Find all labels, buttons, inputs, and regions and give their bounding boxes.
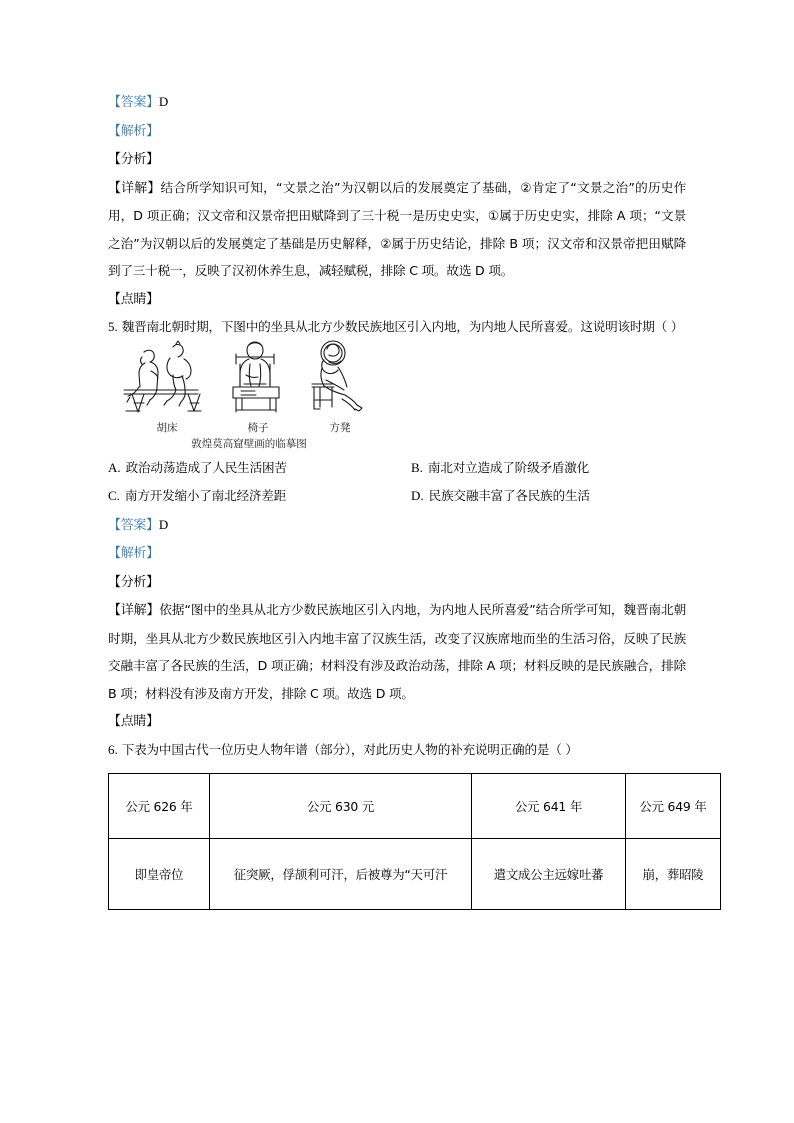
- q4-detail-paragraph: [108, 174, 686, 285]
- table-row: [109, 839, 721, 910]
- table-header-cell-4: 公元 649 年: [626, 774, 721, 839]
- figure-drawings-row: [108, 345, 686, 421]
- detail-text: 依据“图中的坐具从北方少数民族地区引入内地，为内地人民所喜爱”结合所学可知，魏晋南北朝时期，坐具从北方少数民族地区引入内地丰富了汉族生活，改变了汉族席地而坐的生活习俗，反映了民族交融丰富了各民族的生活，D 项正确；材料没有涉及政治动荡，排除 A 项；材料反映的是民族融合，排除 B 项；材料没有涉及南方开发，排除 C 项。故选 D 项。: [108, 602, 686, 701]
- q5-stem: [108, 313, 686, 341]
- option-key-d: D.: [411, 488, 424, 503]
- q6-stem: [108, 736, 686, 764]
- figure-label-hu-bed: 胡床: [156, 421, 178, 434]
- q4-highlight-line: [108, 285, 686, 314]
- analysis-label: 【解析】: [108, 546, 159, 561]
- breakdown-label: 【分析】: [108, 152, 159, 167]
- answer-label: 【答案】: [108, 517, 159, 533]
- figure-label-stool: 方凳: [329, 421, 351, 434]
- figure-label-chair: 椅子: [247, 421, 269, 434]
- option-text-b: 南北对立造成了阶级矛盾激化: [427, 459, 590, 475]
- answer-value: D: [158, 94, 169, 109]
- table-cell-1: 即皇帝位: [109, 839, 210, 910]
- highlight-label: 【点睛】: [108, 291, 159, 307]
- option-text-a: 政治动荡造成了人民生活困苦: [125, 459, 287, 475]
- option-key-c: C.: [108, 488, 120, 503]
- option-text-d: 民族交融丰富了各民族的生活: [428, 488, 590, 503]
- detail-label: 【详解】: [108, 603, 160, 618]
- q5-stem-text: 魏晋南北朝时期，下图中的坐具从北方少数民族地区引入内地，为内地人民所喜爱。这说明该时期（ ）: [121, 319, 684, 334]
- table-header-cell-2: 公元 630 元: [210, 774, 472, 839]
- q5-options-row-1: [108, 454, 686, 483]
- table-cell-3: 遣文成公主远嫁吐蕃: [472, 839, 626, 910]
- breakdown-label: 【分析】: [108, 574, 159, 590]
- q5-detail-paragraph: [108, 596, 686, 707]
- option-text-c: 南方开发缩小了南北经济差距: [124, 488, 287, 503]
- figure-labels-row: [108, 421, 686, 436]
- q5-option-c[interactable]: [108, 482, 397, 511]
- q5-figure: [108, 345, 686, 452]
- table-header-cell-3: 公元 641 年: [472, 774, 626, 839]
- q5-number: 5.: [108, 319, 118, 334]
- q5-answer-line: [108, 511, 686, 540]
- q5-option-d[interactable]: [397, 482, 686, 511]
- q5-analysis-line: [108, 539, 686, 568]
- table-row-header: [109, 774, 721, 839]
- option-key-b: B.: [411, 459, 423, 475]
- q4-analysis-line: [108, 117, 686, 146]
- q5-option-b[interactable]: [397, 454, 686, 483]
- q5-option-a[interactable]: [108, 454, 397, 483]
- option-key-a: A.: [108, 459, 121, 475]
- chair-drawing: [216, 340, 300, 421]
- answer-value: D: [158, 516, 169, 532]
- q5-highlight-line: [108, 707, 686, 736]
- q5-options-row-2: [108, 482, 686, 511]
- analysis-label: 【解析】: [108, 123, 159, 139]
- q6-number: 6.: [108, 741, 118, 757]
- q6-stem-text: 下表为中国古代一位历史人物年谱（部分），对此历史人物的补充说明正确的是（ ）: [121, 741, 578, 757]
- detail-label: 【详解】: [108, 180, 161, 196]
- figure-caption-text: 敦煌莫高窟壁画的临摹图: [191, 437, 307, 450]
- table-cell-4: 崩，葬昭陵: [626, 839, 721, 910]
- detail-text: 结合所学知识可知，“文景之治”为汉朝以后的发展奠定了基础，②肯定了“文景之治”的历史作用，D 项正确；汉文帝和汉景帝把田赋降到了三十税一是历史史实，①属于历史史实，排除 A 项；“文景之治”为汉朝以后的发展奠定了基础是历史解释，②属于历史结论，排除 B 项；汉文帝和汉景帝把田赋降到了三十税一，反映了汉初休养生息，减轻赋税，排除 C 项。故选 D 项。: [108, 179, 686, 278]
- square-stool-drawing: [300, 340, 380, 421]
- q6-chronology-table: [108, 773, 721, 910]
- answer-label: 【答案】: [108, 95, 159, 110]
- q4-answer-line: [108, 88, 686, 117]
- q5-breakdown-line: [108, 568, 686, 597]
- table-header-cell-1: 公元 626 年: [109, 774, 210, 839]
- figure-caption: [108, 436, 686, 452]
- table-cell-2: 征突厥，俘颉利可汗，后被尊为“天可汗: [210, 839, 472, 910]
- q4-breakdown-line: [108, 145, 686, 174]
- highlight-label: 【点睛】: [108, 714, 159, 729]
- hu-bed-drawing: [118, 340, 216, 421]
